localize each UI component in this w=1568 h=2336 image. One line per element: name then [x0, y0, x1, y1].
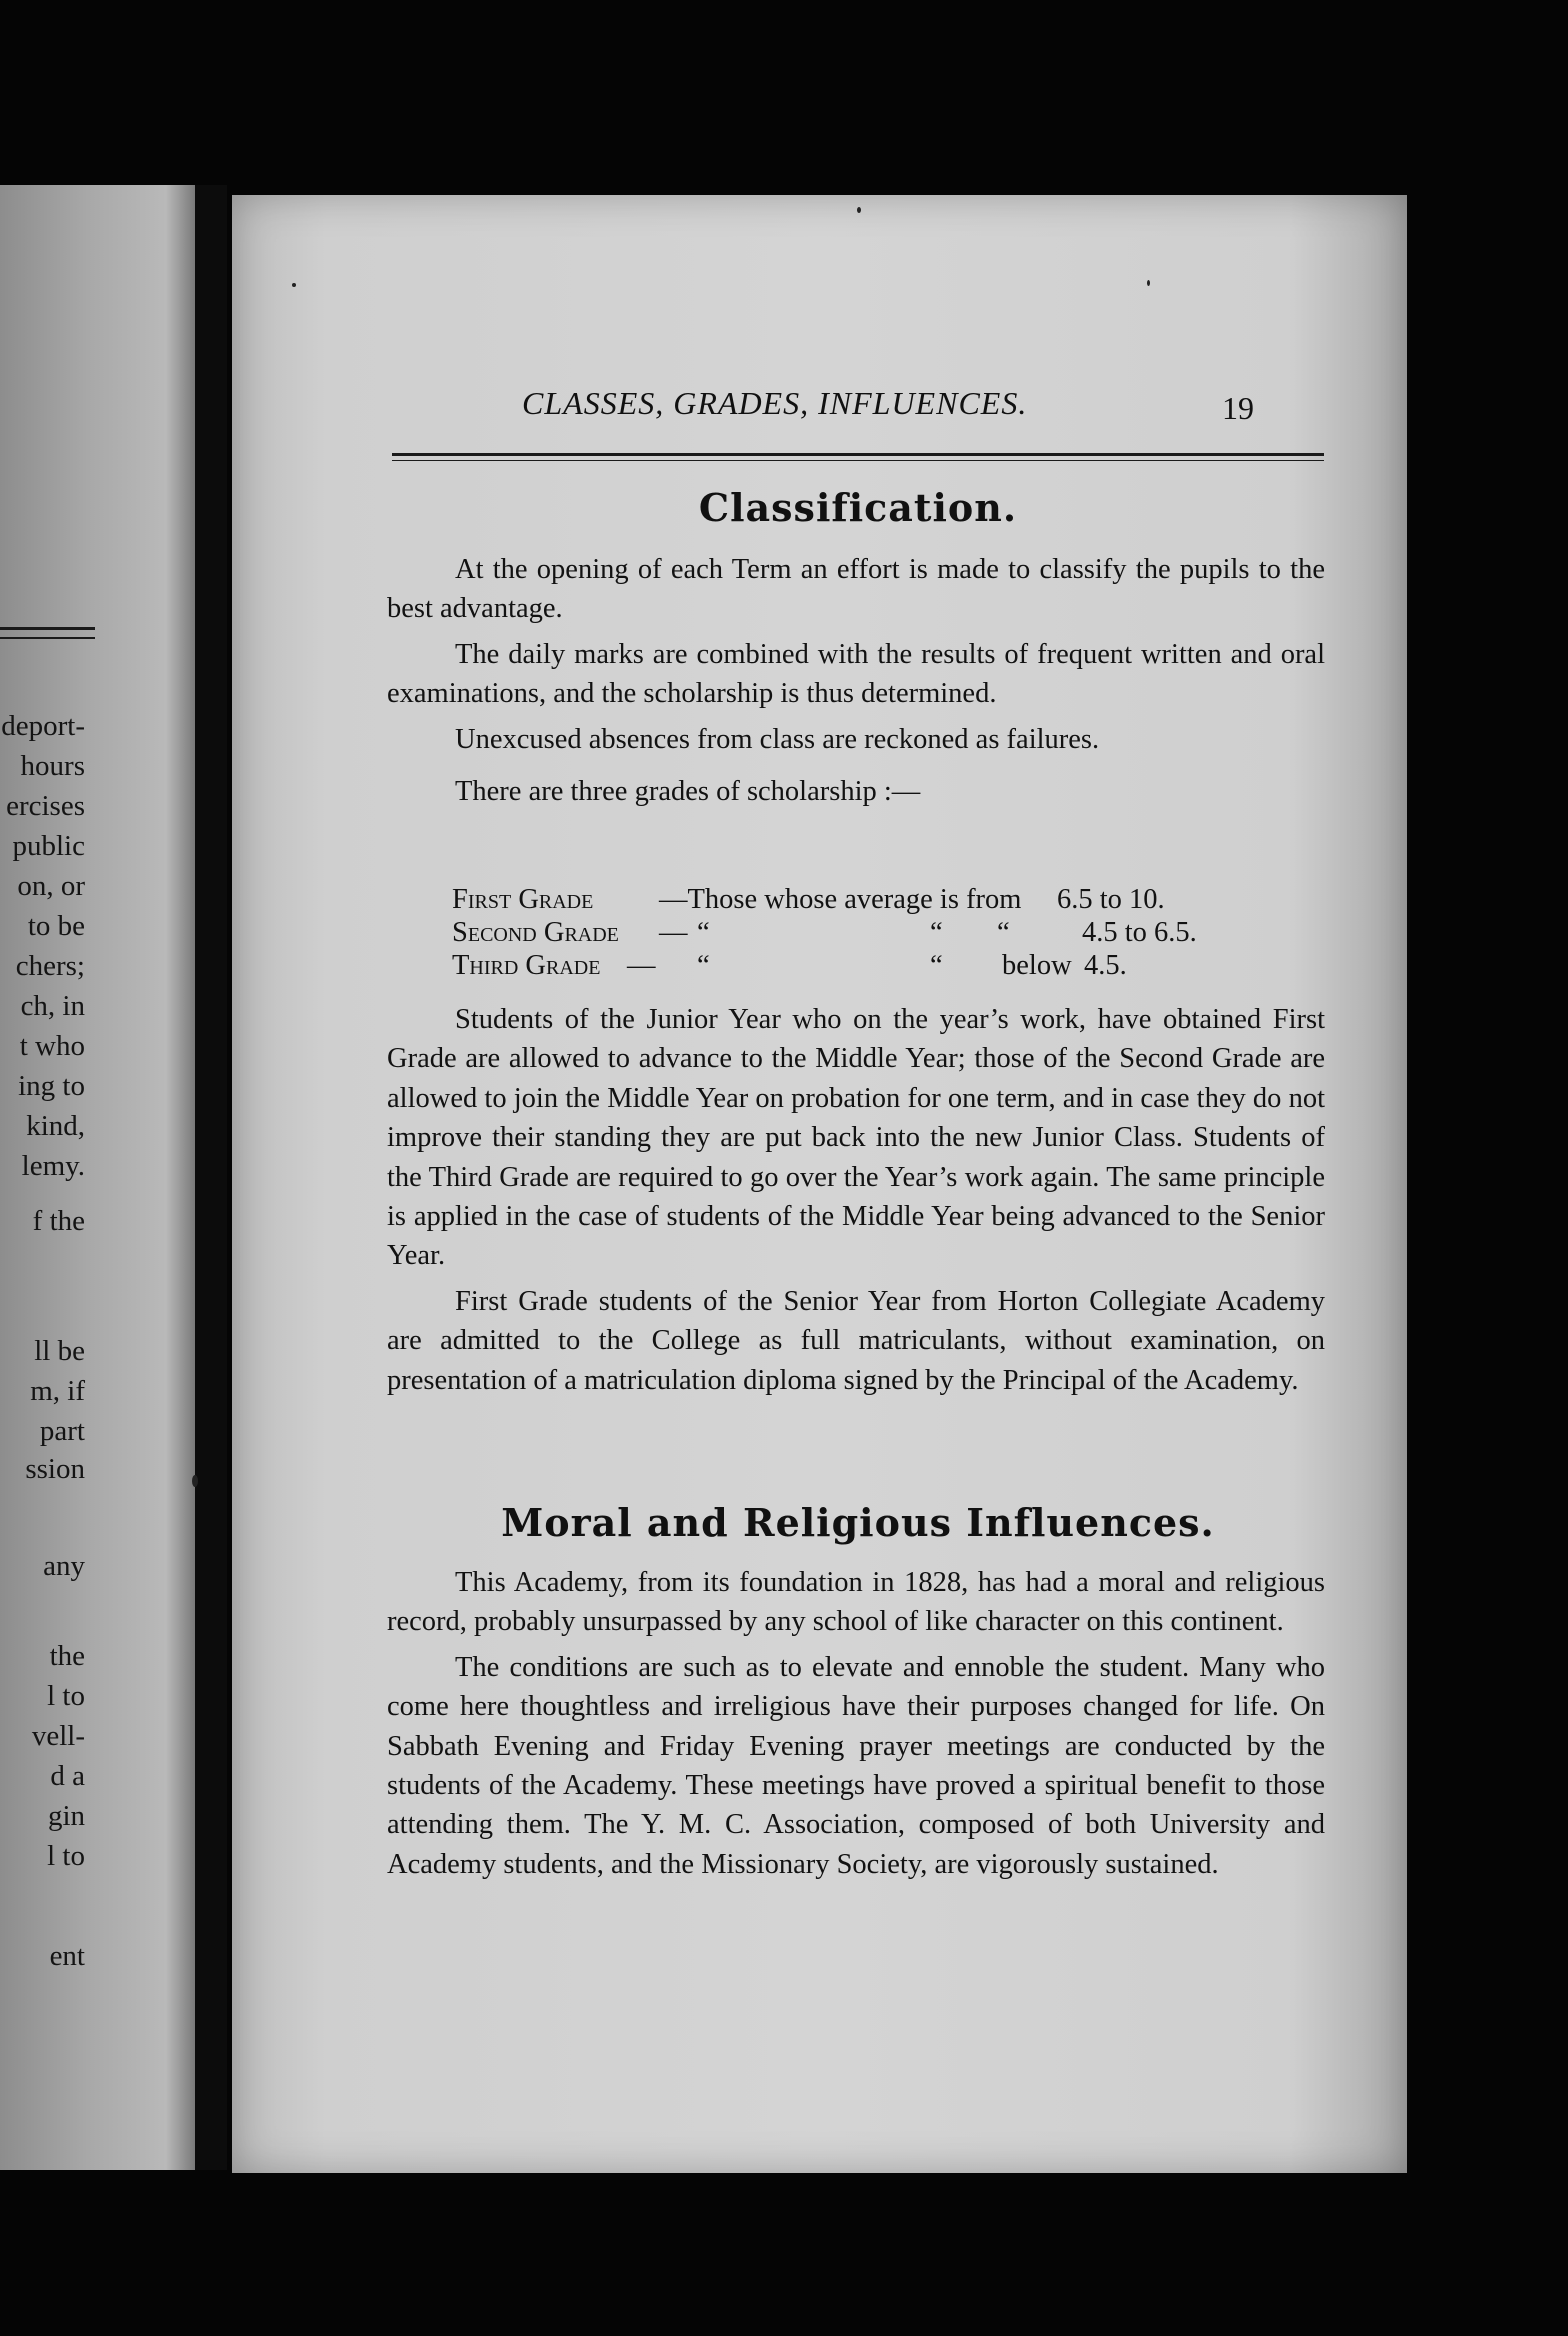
influences-text [387, 1563, 1325, 1884]
grade-row [452, 949, 1127, 982]
paragraph: Students of the Junior Year who on the year’s work, have obtained First Grade are allowed to advance to the Middle Year; those of the Second Grade are allowed to join the Middle Year on probation for one term, and in case they do not improve their standing they are put back into the new Junior Class. Students of the Third Grade are required to go over the Year’s work again. The same principle is applied in the case of students of the Middle Year being advanced to the Senior Year. [387, 1004, 1325, 1272]
previous-page-line: chers; [15, 950, 85, 982]
ditto-mark: “ [930, 917, 943, 948]
paragraph: First Grade students of the Senior Year from Horton Collegiate Academy are admitted to the College as full matriculants, without examination, on presentation of a matriculation diploma signed by the Principal of the Academy. [387, 1285, 1325, 1396]
ditto-mark: “ [930, 950, 943, 981]
previous-page-line: any [43, 1550, 85, 1582]
previous-page-line: to be [27, 910, 85, 942]
ditto-mark: “ [697, 917, 710, 948]
grade-dash: — [627, 950, 656, 981]
previous-page-line: gin [47, 1800, 85, 1832]
classification-rules [387, 1000, 1325, 1400]
grade-value: 4.5. [1084, 950, 1127, 981]
previous-page-line: hours [20, 750, 85, 782]
previous-page-line: deport- [1, 710, 85, 742]
previous-page-line: public [12, 830, 85, 862]
section-title-moral-religious: Moral and Religious Influences. [501, 1500, 1215, 1545]
grade-row [452, 916, 1197, 949]
grade-name: Third Grade [452, 950, 601, 981]
grades-table [452, 883, 1197, 982]
ditto-mark: “ [997, 917, 1010, 948]
grade-dash: — [659, 917, 688, 948]
previous-page-rule [0, 627, 95, 630]
previous-page-line: the [49, 1640, 85, 1672]
section-title-classification: Classification. [698, 485, 1018, 530]
paragraph: This Academy, from its foundation in 1828, has had a moral and religious record, probably unsurpassed by any school of like character on this continent. [387, 1567, 1325, 1638]
previous-page-line: t who [19, 1030, 85, 1062]
grade-row [452, 883, 1165, 916]
previous-page-line: vell- [31, 1720, 85, 1752]
grade-name: First Grade [452, 884, 594, 915]
page-number: 19 [1222, 390, 1254, 426]
paragraph: There are three grades of scholarship :— [455, 776, 921, 808]
previous-page-line: kind, [26, 1110, 85, 1142]
previous-page-line: lemy. [21, 1150, 85, 1182]
paragraph: The conditions are such as to elevate and ennoble the student. Many who come here thoughtless and irreligious have their purposes changed for life. On Sabbath Evening and Friday Evening prayer meetings are conducted by the students of the Academy. These meetings have proved a spiritual benefit to those attending them. The Y. M. C. Association, composed of both University and Academy students, and the Missionary Society, are vigorously sustained. [387, 1651, 1325, 1880]
print-speck [192, 1475, 198, 1487]
previous-page-line: ssion [25, 1453, 85, 1485]
paragraph: At the opening of each Term an effort is made to classify the pupils to the best advantage. [387, 554, 1325, 625]
previous-page-fragment [0, 185, 195, 2170]
header-rule-thin [392, 460, 1324, 461]
previous-page-line: ll be [34, 1335, 85, 1367]
running-head: CLASSES, GRADES, INFLUENCES. [522, 385, 1028, 421]
header-rule [392, 453, 1324, 456]
grade-qualifier: below [1002, 950, 1072, 981]
print-speck [1147, 280, 1150, 286]
ditto-mark: “ [697, 950, 710, 981]
paragraph: The daily marks are combined with the results of frequent written and oral examinations, and the scholarship is thus determined. [387, 638, 1325, 710]
book-page [232, 195, 1407, 2173]
grade-name: Second Grade [452, 917, 619, 948]
grade-value: 4.5 to 6.5. [1082, 917, 1197, 948]
previous-page-line: part [39, 1415, 85, 1447]
previous-page-line: m, if [30, 1375, 85, 1407]
previous-page-line: d a [50, 1760, 85, 1792]
previous-page-line: ch, in [20, 990, 85, 1022]
print-speck [292, 283, 296, 287]
previous-page-rule-thin [0, 637, 95, 639]
print-speck [857, 207, 861, 213]
previous-page-line: ent [49, 1940, 85, 1972]
previous-page-line: on, or [17, 870, 85, 902]
grade-text: —Those whose average is from [659, 884, 1022, 915]
book-gutter [195, 185, 227, 2170]
previous-page-line: l to [47, 1680, 85, 1712]
previous-page-line: ercises [6, 790, 85, 822]
paragraph: Unexcused absences from class are reckoned as failures. [455, 723, 1100, 755]
previous-page-line: ing to [18, 1070, 85, 1102]
previous-page-line: f the [32, 1205, 85, 1237]
classification-intro [387, 550, 1325, 811]
grade-value: 6.5 to 10. [1057, 884, 1165, 915]
previous-page-line: l to [47, 1840, 85, 1872]
